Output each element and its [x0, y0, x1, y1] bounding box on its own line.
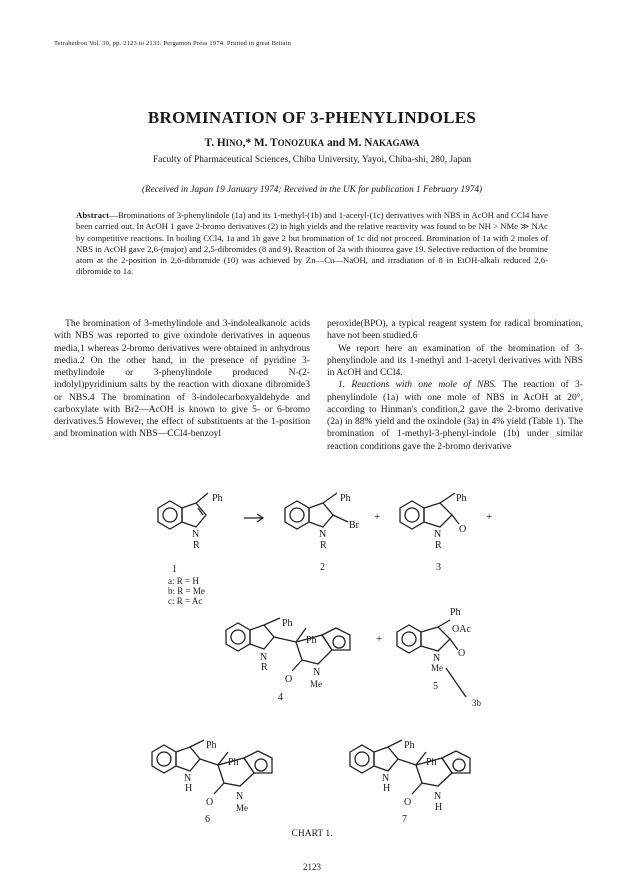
corresponding-mark: ,*: [242, 137, 254, 149]
compound-1-structure: [158, 493, 208, 529]
section-text: The reaction of 3-phenylindole (1a) with one mole of NBS in AcOH at 20°, according to Hinman's condition,2 gave the 2-bromo derivative (2a) in 88% yield and the oxindole (3a) in 4% yield (Table 1). The bromination of 1-methyl-3-phenyl-indole (1b) under similar reaction conditions gave the 2-bromo derivative: [327, 379, 583, 452]
compound-5-number: 5: [433, 681, 438, 692]
author-2-initial: M. T: [253, 137, 278, 149]
right-column-paragraph-3: [327, 379, 583, 453]
compound-2-n: N: [319, 529, 327, 540]
compound-6-ph-2: Ph: [228, 757, 239, 768]
reaction-arrow: [244, 514, 263, 522]
journal-citation: Tetrahedron Vol. 30, pp. 2123 to 2133. Pergamon Press 1974. Printed in great Britain: [54, 40, 292, 47]
compound-6-number: 6: [205, 814, 210, 825]
compound-7-number: 7: [402, 814, 407, 825]
compound-3-structure: [400, 493, 459, 529]
compound-3-r: R: [435, 540, 442, 551]
compound-5-n: N: [433, 653, 441, 664]
compound-2-number: 2: [320, 562, 325, 573]
compound-3-ph: Ph: [456, 493, 467, 504]
compound-4-o: O: [285, 674, 293, 685]
plus-sign: +: [486, 511, 493, 523]
compound-7-h: H: [383, 783, 391, 794]
compound-6-n: N: [184, 773, 192, 784]
right-column: [327, 318, 583, 453]
paper-title: BROMINATION OF 3-PHENYLINDOLES: [147, 108, 477, 127]
author-conjunction: and: [324, 137, 348, 149]
legend-c: c: R = Ac: [168, 596, 203, 606]
compound-7-ph-2: Ph: [426, 757, 437, 768]
compound-1-n: N: [192, 529, 200, 540]
compound-5-me: Me: [431, 663, 443, 673]
chart-caption: CHART 1.: [291, 829, 333, 839]
compound-6-o: O: [206, 797, 214, 808]
author-3-initial: M. N: [348, 137, 373, 149]
author-2-surname: ONOZUKA: [277, 138, 325, 148]
plus-sign: +: [374, 511, 381, 523]
compound-3-number: 3: [436, 562, 441, 573]
compound-4-n: N: [260, 652, 268, 663]
compound-1-ph: Ph: [212, 493, 223, 504]
received-dates: (Received in Japan 19 January 1974; Received in the UK for publication 1 February 1974): [141, 185, 483, 195]
compound-3-o: O: [459, 524, 467, 535]
compound-4-r: R: [261, 662, 268, 673]
author-3-surname: AKAGAWA: [372, 138, 420, 148]
author-list: [0, 137, 624, 149]
compound-1-number: 1: [172, 564, 177, 575]
compound-3-n: N: [434, 529, 442, 540]
compound-2-structure: [285, 493, 348, 529]
compound-4-ph-2: Ph: [306, 635, 317, 646]
compound-2-ph: Ph: [340, 493, 351, 504]
left-column: [54, 318, 310, 441]
compound-5-ph: Ph: [450, 607, 461, 618]
compound-7-n: N: [382, 773, 390, 784]
compound-4-me: Me: [310, 679, 322, 689]
compound-2-r: R: [320, 540, 327, 551]
compound-5-o: O: [458, 648, 466, 659]
compound-7-n-ring: N: [434, 791, 442, 802]
legend-b: b: R = Me: [168, 586, 205, 596]
legend-a: a: R = H: [168, 576, 199, 586]
right-column-paragraph-2: We report here an examination of the bromination of 3-phenylindole and its 1-methyl and 1-acetyl derivatives with NBS in AcOH and CCl4.: [327, 342, 583, 378]
section-heading: 1. Reactions with one mole of NBS.: [338, 379, 497, 391]
compound-6-n-ring: N: [236, 791, 244, 802]
author-1-surname: INO: [225, 138, 243, 148]
left-column-paragraph: The bromination of 3-methylindole and 3-indolealkanoic acids with NBS was reported to give oxindole derivatives in aqueous media,1 whereas 2-bromo derivatives were obtained in anhydrous media.2 On the other hand, in the presence of pyridine 3-methylindole or 3-phenylindole produced N-(2-indolyl)pyridinium salts by the reaction with dioxane dibromide3 or NBS.4 The bromination of 3-indolecarboxyaldehyde and carboxylate with Br2—AcOH is known to give 5- or 6-bromo derivatives.5 However, the effect of substituents at the 1-position and bromination with NBS—CCl4-benzoyl: [54, 318, 310, 440]
abstract: [76, 210, 548, 278]
compound-5-oac: OAc: [452, 624, 471, 635]
compound-7-ph-1: Ph: [404, 740, 415, 751]
compound-7-o: O: [404, 797, 412, 808]
compound-1-r: R: [193, 540, 200, 551]
affiliation: Faculty of Pharmaceutical Sciences, Chiba University, Yayoi, Chiba-shi, 280, Japan: [152, 155, 472, 165]
abstract-text: —Brominations of 3-phenylindole (1a) and its 1-methyl-(1b) and 1-acetyl-(1c) derivatives with NBS in AcOH and CCl4 have been carried out. In AcOH 1 gave 2-bromo derivatives (2) in high yields and the relative reactivity was found to be NH > NMe ≫ NAc by competitive reactions. In boiling CCl4, 1a and 1b gave 2 but bromination of 1c did not proceed. Bromination of 1a with 2 moles of NBS in AcOH gave 2,6-(major) and 2,5-dibromides (8 and 9). Reaction of 2a with thiourea gave 19. Selective reduction of the bromine atom at the 2-position in 2,6-dibromide (10) was achieved by Zn—Cu—NaOH, and irradiation of 8 in EtOH-alkali reduced 2,6-dibromide to 1a.: [76, 210, 548, 277]
chart-1-structures: [0, 490, 624, 830]
author-1-initial: T. H: [204, 137, 226, 149]
plus-sign: +: [376, 633, 383, 645]
right-column-paragraph-1: peroxide(BPO), a typical reagent system for radical bromination, have not been studied.6: [327, 318, 583, 342]
compound-6-me: Me: [236, 803, 248, 813]
compound-7-h-ring: H: [435, 802, 443, 813]
compound-6-h: H: [185, 783, 193, 794]
page-number: 2123: [303, 862, 321, 872]
compound-4-number: 4: [278, 692, 283, 703]
compound-6-ph-1: Ph: [206, 740, 217, 751]
compound-4-ph-1: Ph: [282, 618, 293, 629]
compound-3b-label: 3b: [472, 698, 481, 708]
compound-4-n-ring: N: [313, 667, 321, 678]
abstract-heading: Abstract: [76, 210, 110, 220]
compound-2-br: Br: [349, 520, 359, 531]
